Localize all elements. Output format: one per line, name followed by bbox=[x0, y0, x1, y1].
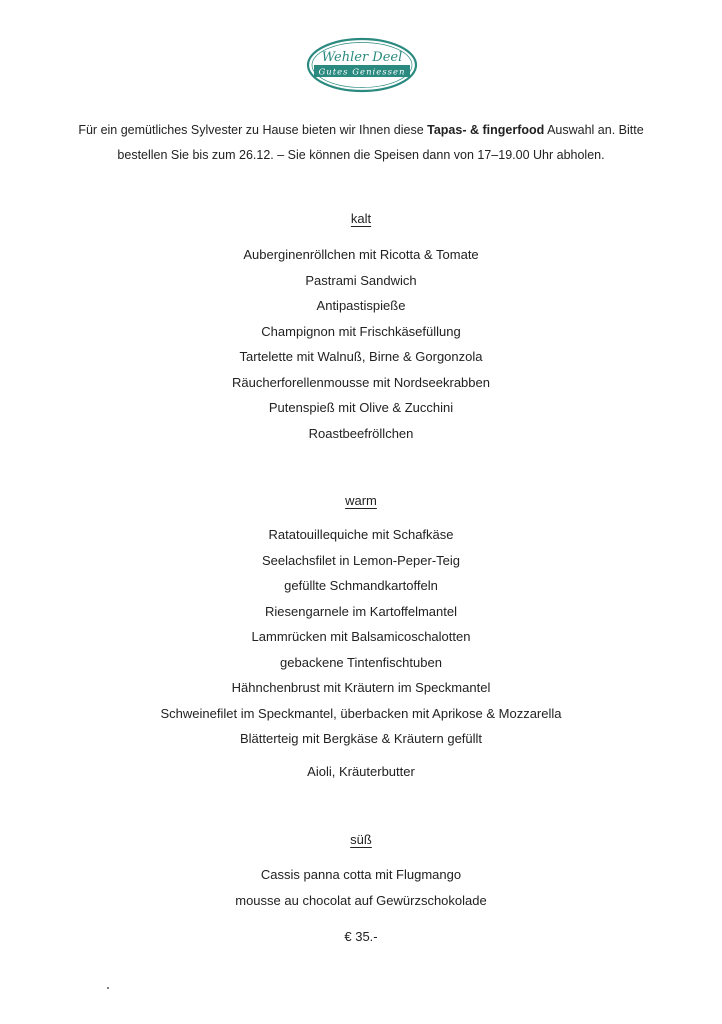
menu-item: gefüllte Schmandkartoffeln bbox=[284, 578, 438, 593]
menu-item: gebackene Tintenfischtuben bbox=[280, 654, 442, 670]
intro-part-1: Für ein gemütliches Sylvester zu Hause bieten wir Ihnen diese bbox=[78, 123, 428, 137]
menu-item: Lammrücken mit Balsamicoschalotten bbox=[251, 629, 471, 644]
section-title-suess: süß bbox=[350, 832, 372, 847]
intro-highlight: Tapas- & fingerfood bbox=[427, 123, 545, 137]
menu-item: Champignon mit Frischkäsefüllung bbox=[261, 323, 461, 339]
intro-line-1 bbox=[40, 118, 682, 143]
menu-item: Schweinefilet im Speckmantel, überbacken mit Aprikose & Mozzarella bbox=[160, 705, 562, 721]
logo-name: Wehler Deel bbox=[321, 50, 403, 65]
menu-item: Antipastispieße bbox=[316, 298, 406, 313]
menu-list-kalt bbox=[0, 242, 722, 446]
menu-item: Seelachsfilet in Lemon-Peper-Teig bbox=[262, 552, 460, 568]
menu-list-warm bbox=[0, 522, 722, 752]
logo-emblem bbox=[306, 37, 418, 93]
menu-item: Riesengarnele im Kartoffelmantel bbox=[265, 603, 457, 619]
menu-item: Pastrami Sandwich bbox=[305, 272, 417, 288]
menu-item: Auberginenröllchen mit Ricotta & Tomate bbox=[243, 247, 479, 262]
menu-item: mousse au chocolat auf Gewürzschokolade bbox=[235, 892, 487, 908]
intro-part-2: Auswahl an. Bitte bbox=[544, 123, 644, 137]
menu-item: Blätterteig mit Bergkäse & Kräutern gefüllt bbox=[239, 731, 483, 746]
intro-text bbox=[40, 118, 682, 168]
section-title-warm: warm bbox=[345, 493, 377, 508]
menu-item: Cassis panna cotta mit Flugmango bbox=[260, 867, 462, 882]
section-title-kalt: kalt bbox=[350, 211, 372, 226]
menu-list-suess bbox=[0, 862, 722, 913]
menu-item: Räucherforellenmousse mit Nordseekrabben bbox=[232, 374, 490, 390]
scan-speck bbox=[107, 987, 109, 989]
restaurant-logo bbox=[306, 37, 418, 93]
sauces-note: Aioli, Kräuterbutter bbox=[307, 764, 415, 779]
menu-item: Tartelette mit Walnuß, Birne & Gorgonzola bbox=[239, 349, 483, 364]
price-label: € 35.- bbox=[344, 929, 378, 944]
menu-item: Ratatouillequiche mit Schafkäse bbox=[268, 527, 454, 542]
intro-line-2: bestellen Sie bis zum 26.12. – Sie können die Speisen dann von 17–19.00 Uhr abholen. bbox=[117, 148, 605, 162]
logo-tagline: Gutes Geniessen bbox=[318, 67, 406, 78]
menu-item: Hähnchenbrust mit Kräutern im Speckmantel bbox=[231, 680, 491, 695]
menu-item: Roastbeefröllchen bbox=[308, 425, 414, 441]
menu-item: Putenspieß mit Olive & Zucchini bbox=[268, 400, 454, 415]
